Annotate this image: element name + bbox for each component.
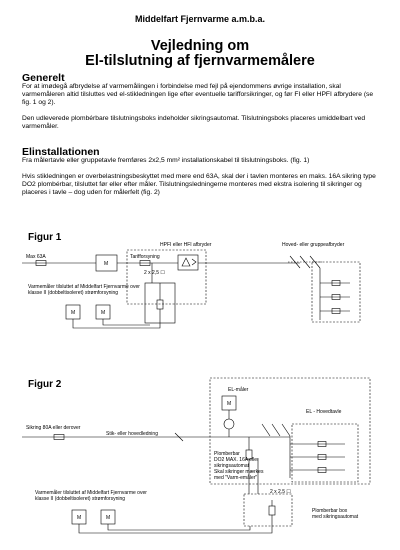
fig2-cable-label: 2 x 2,5 ☐ bbox=[270, 489, 291, 495]
fig2-meter-left-label: M bbox=[77, 515, 82, 521]
fig2-switch-blade-3 bbox=[282, 424, 290, 436]
fig1-group-label: Hoved- eller gruppeafbryder bbox=[282, 242, 345, 248]
fig1-note-line2: klasse II (dobbeltisoleret) strømforsyning bbox=[28, 290, 119, 296]
fig2-plomb-line3: sikringsautomat bbox=[214, 463, 250, 469]
fig2-switch-blade-1 bbox=[262, 424, 270, 436]
figure2-title: Figur 2 bbox=[28, 379, 62, 390]
figure2-diagram bbox=[22, 378, 370, 533]
fig2-switch-blade-2 bbox=[272, 424, 280, 436]
fig2-note-line1: Varmemåler tilsluttet af Middelfart Fjernvarme over bbox=[35, 490, 147, 496]
fig2-junction-box bbox=[244, 494, 292, 526]
fig2-sikring-label: Sikring 80A eller derover bbox=[26, 425, 81, 431]
fig2-box-fuse-icon bbox=[269, 506, 275, 515]
fig2-plomb-line2: DO2 MAX. 16A eller bbox=[214, 457, 259, 463]
fig1-cable-label: 2 x 2,5 ☐ bbox=[144, 270, 165, 276]
fig2-box-line1: Plomberbar box bbox=[312, 508, 348, 514]
section-heading-elinstallationen: Elinstallationen bbox=[22, 146, 100, 158]
fig1-meter-right-label: M bbox=[101, 310, 106, 316]
fig2-meter-label: M bbox=[227, 401, 232, 407]
fig1-meter-label: M bbox=[104, 261, 109, 267]
fig2-feed-right bbox=[108, 524, 250, 530]
paragraph-generelt-1: For at imødegå afbrydelse af varmemålingen i forbindelse med fejl på ejendommens øvrige installation, skal varmemåleren altid tilsluttes ved el-stikledningen lige efter eventuelle tarifforsikringer, og før FI eller HPFI afbrydere (se fig. 1 og 2). bbox=[22, 83, 374, 107]
fig1-note-line1: Varmemåler tilsluttet af Middelfart Fjernvarme over bbox=[28, 284, 140, 290]
fig2-box-line2: med sikringsautomat bbox=[312, 514, 359, 520]
fig2-note-line2: klasse II (dobbeltisoleret) strømforsyning bbox=[35, 496, 126, 502]
company-name: Middelfart Fjernvarme a.m.b.a. bbox=[134, 14, 266, 24]
page-title-line2: El-tilslutning af fjernvarmemålere bbox=[85, 53, 315, 69]
fig1-meter-left-label: M bbox=[71, 310, 76, 316]
fig1-feed-right bbox=[103, 319, 150, 325]
fig1-group-panel bbox=[312, 262, 360, 322]
fig2-plomb-line5: med "Varm-emåler" bbox=[214, 475, 258, 481]
section-heading-generelt: Generelt bbox=[22, 72, 65, 84]
paragraph-elinst-1: Fra målertavle eller gruppetavle fremføres 2x2,5 mm² installationskabel til tilslutningsboks. (fig. 1) bbox=[22, 157, 310, 164]
fig2-group-panel bbox=[292, 424, 358, 482]
figure1-title: Figur 1 bbox=[28, 232, 62, 243]
fig1-max-label: Max 63A bbox=[26, 254, 46, 260]
fig1-tarif-label: Tarifforsyning bbox=[130, 254, 160, 260]
fig2-transformer-icon bbox=[224, 419, 234, 429]
fig2-plomb-line4: Skal sikringer mærkes bbox=[214, 469, 264, 475]
fig2-meter-right-label: M bbox=[106, 515, 111, 521]
fig1-box-fuse-icon bbox=[157, 300, 163, 309]
fig2-elmaaler-label: EL-måler bbox=[228, 387, 249, 393]
figure1-diagram bbox=[22, 242, 360, 328]
fig1-feed-left bbox=[73, 319, 160, 328]
paragraph-elinst-2: Hvis stikledningen er overbelastningsbeskyttet med mere end 63A, skal der i tavlen monteres en maks. 16A sikring type DO2 plombérbar, tilsluttet før eller efter måler. Tilslutningsledningerne monteres med ekstra isolering til sikringer og placeres i tavle – dog uden for målerfelt (fig. 2) bbox=[22, 173, 376, 197]
fig1-hpfi-symbol-icon bbox=[182, 258, 196, 266]
paragraph-generelt-2: Den udleverede plombérbare tilslutningsboks indeholder sikringsautomat. Tilslutningsboks placeres umiddelbart ved varmemåler. bbox=[22, 115, 366, 131]
page-title-line1: Vejledning om bbox=[150, 38, 250, 54]
fig2-stik-label: Stik- eller hovedledning bbox=[106, 431, 158, 437]
fig2-plomb-line1: Plomberbar bbox=[214, 451, 240, 457]
fig2-hovedtavle-label: EL - Hovedtavle bbox=[306, 409, 342, 415]
fig1-hpfi-label: HPFI eller HFI afbryder bbox=[160, 242, 212, 248]
